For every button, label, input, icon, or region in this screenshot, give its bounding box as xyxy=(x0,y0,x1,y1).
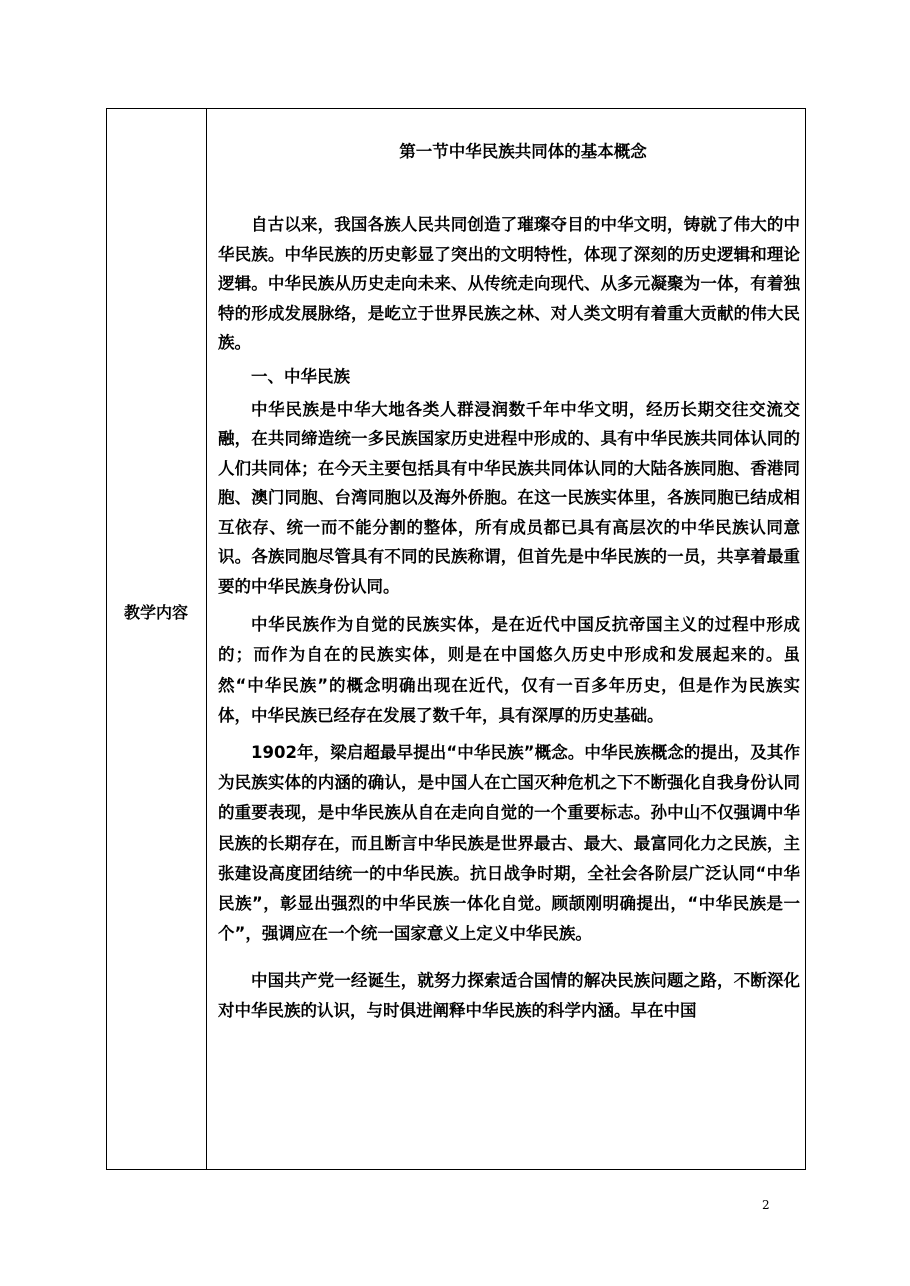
subsection-heading: 一、中华民族 xyxy=(251,366,350,386)
body-paragraph: 中国共产党一经诞生，就努力探索适合国情的解决民族问题之路，不断深化对中华民族的认识，与时俱进阐释中华民族的科学内涵。早在中国 xyxy=(218,970,800,1021)
table-row-label: 教学内容 xyxy=(123,603,188,622)
body-paragraph: 中华民族作为自觉的民族实体，是在近代中国反抗帝国主义的过程中形成的；而作为自在的民族实体，则是在中国悠久历史中形成和发展起来的。虽然“中华民族”的概念明确出现在近代，仅有一百多年历史，但是作为民族实体，中华民族已经存在发展了数千年，具有深厚的历史基础。 xyxy=(218,614,800,726)
body-paragraph: 中华民族是中华大地各类人群浸润数千年中华文明，经历长期交往交流交融，在共同缔造统一多民族国家历史进程中形成的、具有中华民族共同体认同的人们共同体；在今天主要包括具有中华民族共同体认同的大陆各族同胞、香港同胞、澳门同胞、台湾同胞以及海外侨胞。在这一民族实体里，各族同胞已结成相互依存、统一而不能分割的整体，所有成员都已具有高层次的中华民族认同意识。各族同胞尽管具有不同的民族称谓，但首先是中华民族的一员，共享着最重要的中华民族身份认同。 xyxy=(218,399,800,597)
intro-paragraph: 自古以来，我国各族人民共同创造了璀璨夺目的中华文明，铸就了伟大的中华民族。中华民族的历史彰显了突出的文明特性，体现了深刻的历史逻辑和理论逻辑。中华民族从历史走向未来、从传统走向现代、从多元凝聚为一体，有着独特的形成发展脉络，是屹立于世界民族之林、对人类文明有着重大贡献的伟大民族。 xyxy=(218,215,800,352)
page-number: 2 xyxy=(762,1198,770,1212)
table-column-divider xyxy=(206,108,207,1170)
table-content-cell xyxy=(218,140,800,1027)
body-paragraph: 1902年，梁启超最早提出“中华民族”概念。中华民族概念的提出，及其作为民族实体的内涵的确认，是中国人在亡国灭种危机之下不断强化自我身份认同的重要表现，是中华民族从自在走向自觉的一个重要标志。孙中山不仅强调中华民族的长期存在，而且断言中华民族是世界最古、最大、最富同化力之民族，主张建设高度团结统一的中华民族。抗日战争时期，全社会各阶层广泛认同“中华民族”，彰显出强烈的中华民族一体化自觉。顾颉刚明确提出，“中华民族是一个”，强调应在一个统一国家意义上定义中华民族。 xyxy=(218,742,800,944)
section-title: 第一节中华民族共同体的基本概念 xyxy=(399,142,647,161)
